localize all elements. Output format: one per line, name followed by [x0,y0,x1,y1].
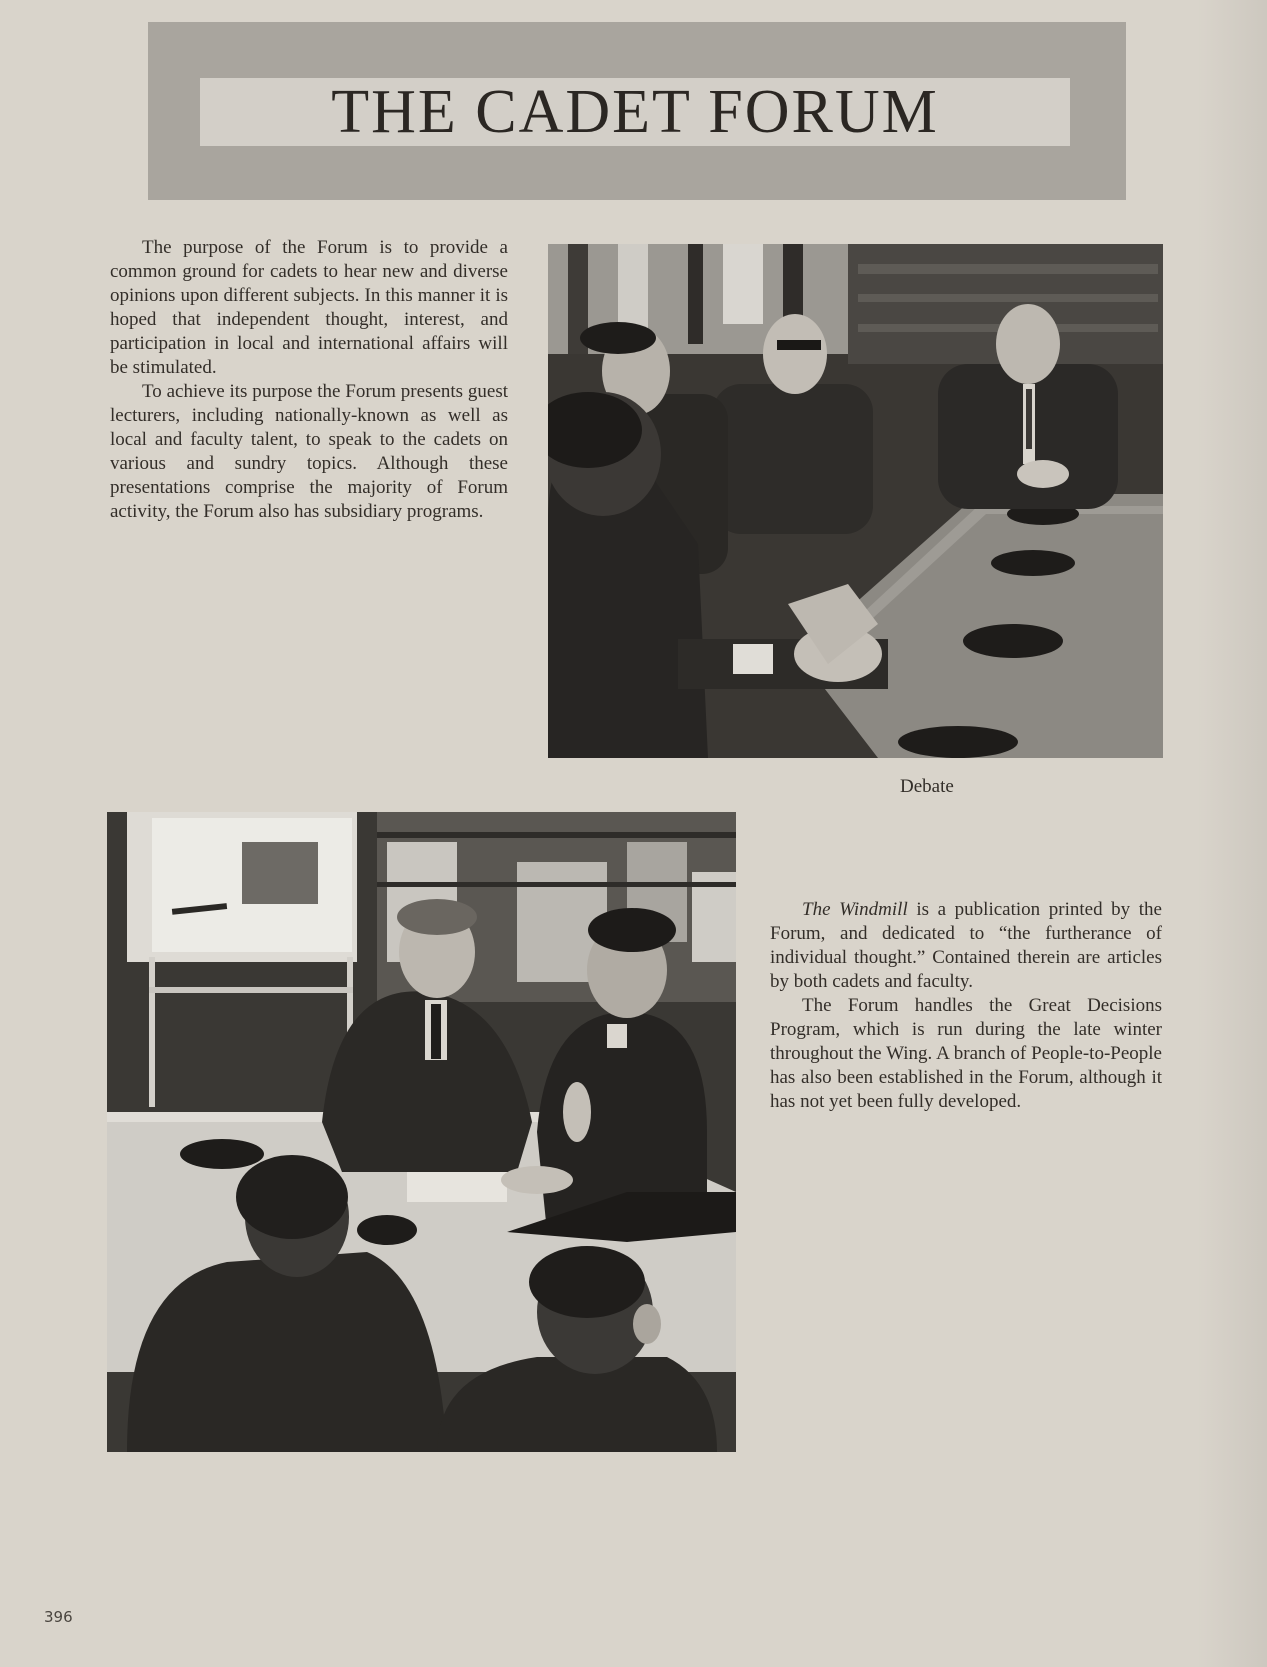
windmill-paragraph-1 [770,898,1162,994]
debate-caption: Debate [900,776,954,797]
windmill-text [770,898,1162,1114]
intro-paragraph-2: To achieve its purpose the Forum presents guest lecturers, including nationally-known as well as local and faculty talent, to speak to the cadets on various and sundry topics. Although these presentations comprise the majority of Forum activity, the Forum also has subsidiary programs. [110,381,508,522]
cadets-discussion-image [107,812,736,1452]
cadets-discussion-photo [107,812,736,1452]
page-number: 396 [44,1608,73,1626]
debate-photo [548,244,1163,758]
title-banner-inner [200,78,1070,146]
title-banner [148,22,1126,200]
page-title: THE CADET FORUM [331,78,939,146]
debate-photo-image [548,244,1163,758]
intro-paragraph-1: The purpose of the Forum is to provide a common ground for cadets to hear new and diverse opinions upon different subjects. In this manner it is hoped that independent thought, interest, and participation in local and international affairs will be stimulated. [110,237,508,378]
windmill-paragraph-1-text: is a publication printed by the Forum, and dedicated to “the furtherance of individual thought.” Contained therein are articles by both cadets and faculty. [770,899,1162,992]
intro-text [110,236,508,524]
windmill-title: The Windmill [802,899,908,920]
page-edge-shadow [1197,0,1267,1667]
windmill-paragraph-2: The Forum handles the Great Decisions Program, which is run during the late winter throughout the Wing. A branch of People-to-People has also been established in the Forum, although it has not yet been fully developed. [770,995,1162,1112]
